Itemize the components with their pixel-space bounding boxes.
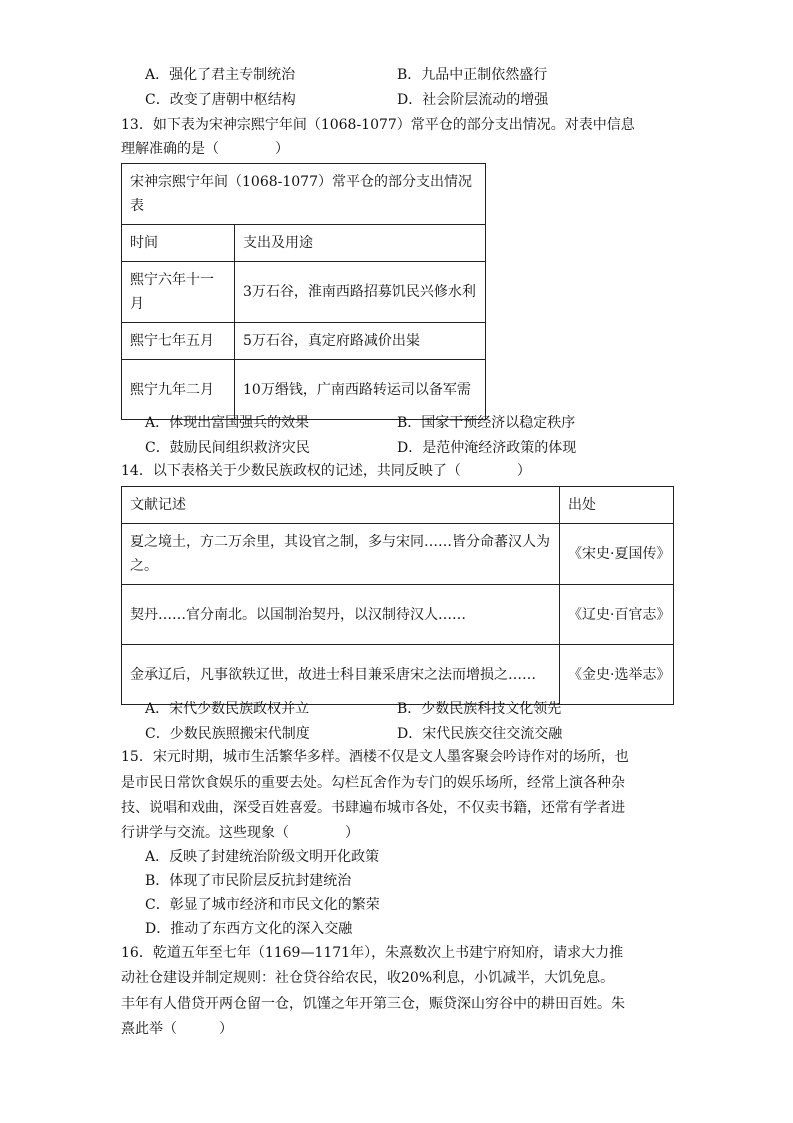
table-cell: 《宋史·夏国传》 [560,524,674,585]
q13-table [121,163,486,420]
q13-stem-line1: 13．如下表为宋神宗熙宁年间（1068-1077）常平仓的部分支出情况。对表中信息 [121,117,635,133]
q16-stem-line2: 动社仓建设并制定规则：社仓贷谷给农民，收20%利息，小饥减半，大饥免息。 [121,970,615,986]
q15-option-b: B．体现了市民阶层反抗封建统治 [145,873,352,889]
q13-table-title: 宋神宗熙宁年间（1068-1077）常平仓的部分支出情况表 [122,164,486,225]
table-cell: 金承辽后，凡事欲轶辽世，故进士科目兼采唐宋之法而增损之…… [122,645,560,705]
table-cell: 契丹……官分南北。以国制治契丹，以汉制待汉人…… [122,585,560,645]
q15-stem-line3: 技、说唱和戏曲，深受百姓喜爱。书肆遍布城市各处，不仅卖书籍，还常有学者进 [121,800,625,816]
q12-option-c: C．改变了唐朝中枢结构 [145,92,296,108]
q12-option-b: B．九品中正制依然盛行 [397,67,548,83]
table-row [122,262,486,323]
table-cell: 夏之境土，方二万余里，其设官之制，多与宋同……皆分命蕃汉人为之。 [122,524,560,585]
q14-option-d: D．宋代民族交往交流交融 [397,726,563,742]
table-header: 文献记述 [122,487,560,524]
table-row [122,524,674,585]
q15-option-d: D．推动了东西方文化的深入交融 [145,921,353,937]
table-cell: 10万缗钱，广南西路转运司以备军需 [235,360,486,420]
table-row [122,645,674,705]
table-header: 时间 [122,225,235,262]
q15-option-c: C．彰显了城市经济和市民文化的繁荣 [145,897,380,913]
table-cell: 3万石谷，淮南西路招募饥民兴修水利 [235,262,486,323]
table-cell: 熙宁九年二月 [122,360,235,420]
q14-option-a: A．宋代少数民族政权并立 [145,701,310,717]
table-cell: 5万石谷，真定府路减价出粜 [235,323,486,360]
table-row [122,225,486,262]
q14-option-b: B．少数民族科技文化领先 [397,701,562,717]
table-header: 出处 [560,487,674,524]
q14-table [121,486,674,705]
q15-stem-line1: 15．宋元时期，城市生活繁华多样。酒楼不仅是文人墨客聚会吟诗作对的场所，也 [121,749,629,765]
table-row [122,487,674,524]
table-cell: 熙宁七年五月 [122,323,235,360]
table-row [122,585,674,645]
table-header: 支出及用途 [235,225,486,262]
q13-option-a: A．体现出富国强兵的效果 [145,415,310,431]
table-cell: 熙宁六年十一月 [122,262,235,323]
q14-option-c: C．少数民族照搬宋代制度 [145,726,310,742]
table-row [122,164,486,225]
q12-option-d: D．社会阶层流动的增强 [397,92,549,108]
q12-option-a: A．强化了君主专制统治 [145,67,296,83]
table-cell: 《辽史·百官志》 [560,585,674,645]
q13-stem-line2: 理解准确的是（ ） [121,141,289,157]
q16-stem-line4: 熹此举（ ） [121,1021,233,1037]
q16-stem-line1: 16．乾道五年至七年（1169—1171年），朱熹数次上书建宁府知府，请求大力推 [121,945,624,961]
q15-option-a: A．反映了封建统治阶级文明开化政策 [145,849,380,865]
q15-stem-line4: 行讲学与交流。这些现象（ ） [121,825,359,841]
q16-stem-line3: 丰年有人借贷开两仓留一仓，饥馑之年开第三仓，赈贷深山穷谷中的耕田百姓。朱 [121,996,625,1012]
q13-option-d: D．是范仲淹经济政策的体现 [397,440,577,456]
q13-option-c: C．鼓励民间组织救济灾民 [145,440,310,456]
table-cell: 《金史·选举志》 [560,645,674,705]
table-row [122,323,486,360]
q13-option-b: B．国家干预经济以稳定秩序 [397,415,576,431]
q15-stem-line2: 是市民日常饮食娱乐的重要去处。勾栏瓦舍作为专门的娱乐场所，经常上演各种杂 [121,775,625,791]
q14-stem: 14．以下表格关于少数民族政权的记述，共同反映了（ ） [121,463,531,479]
